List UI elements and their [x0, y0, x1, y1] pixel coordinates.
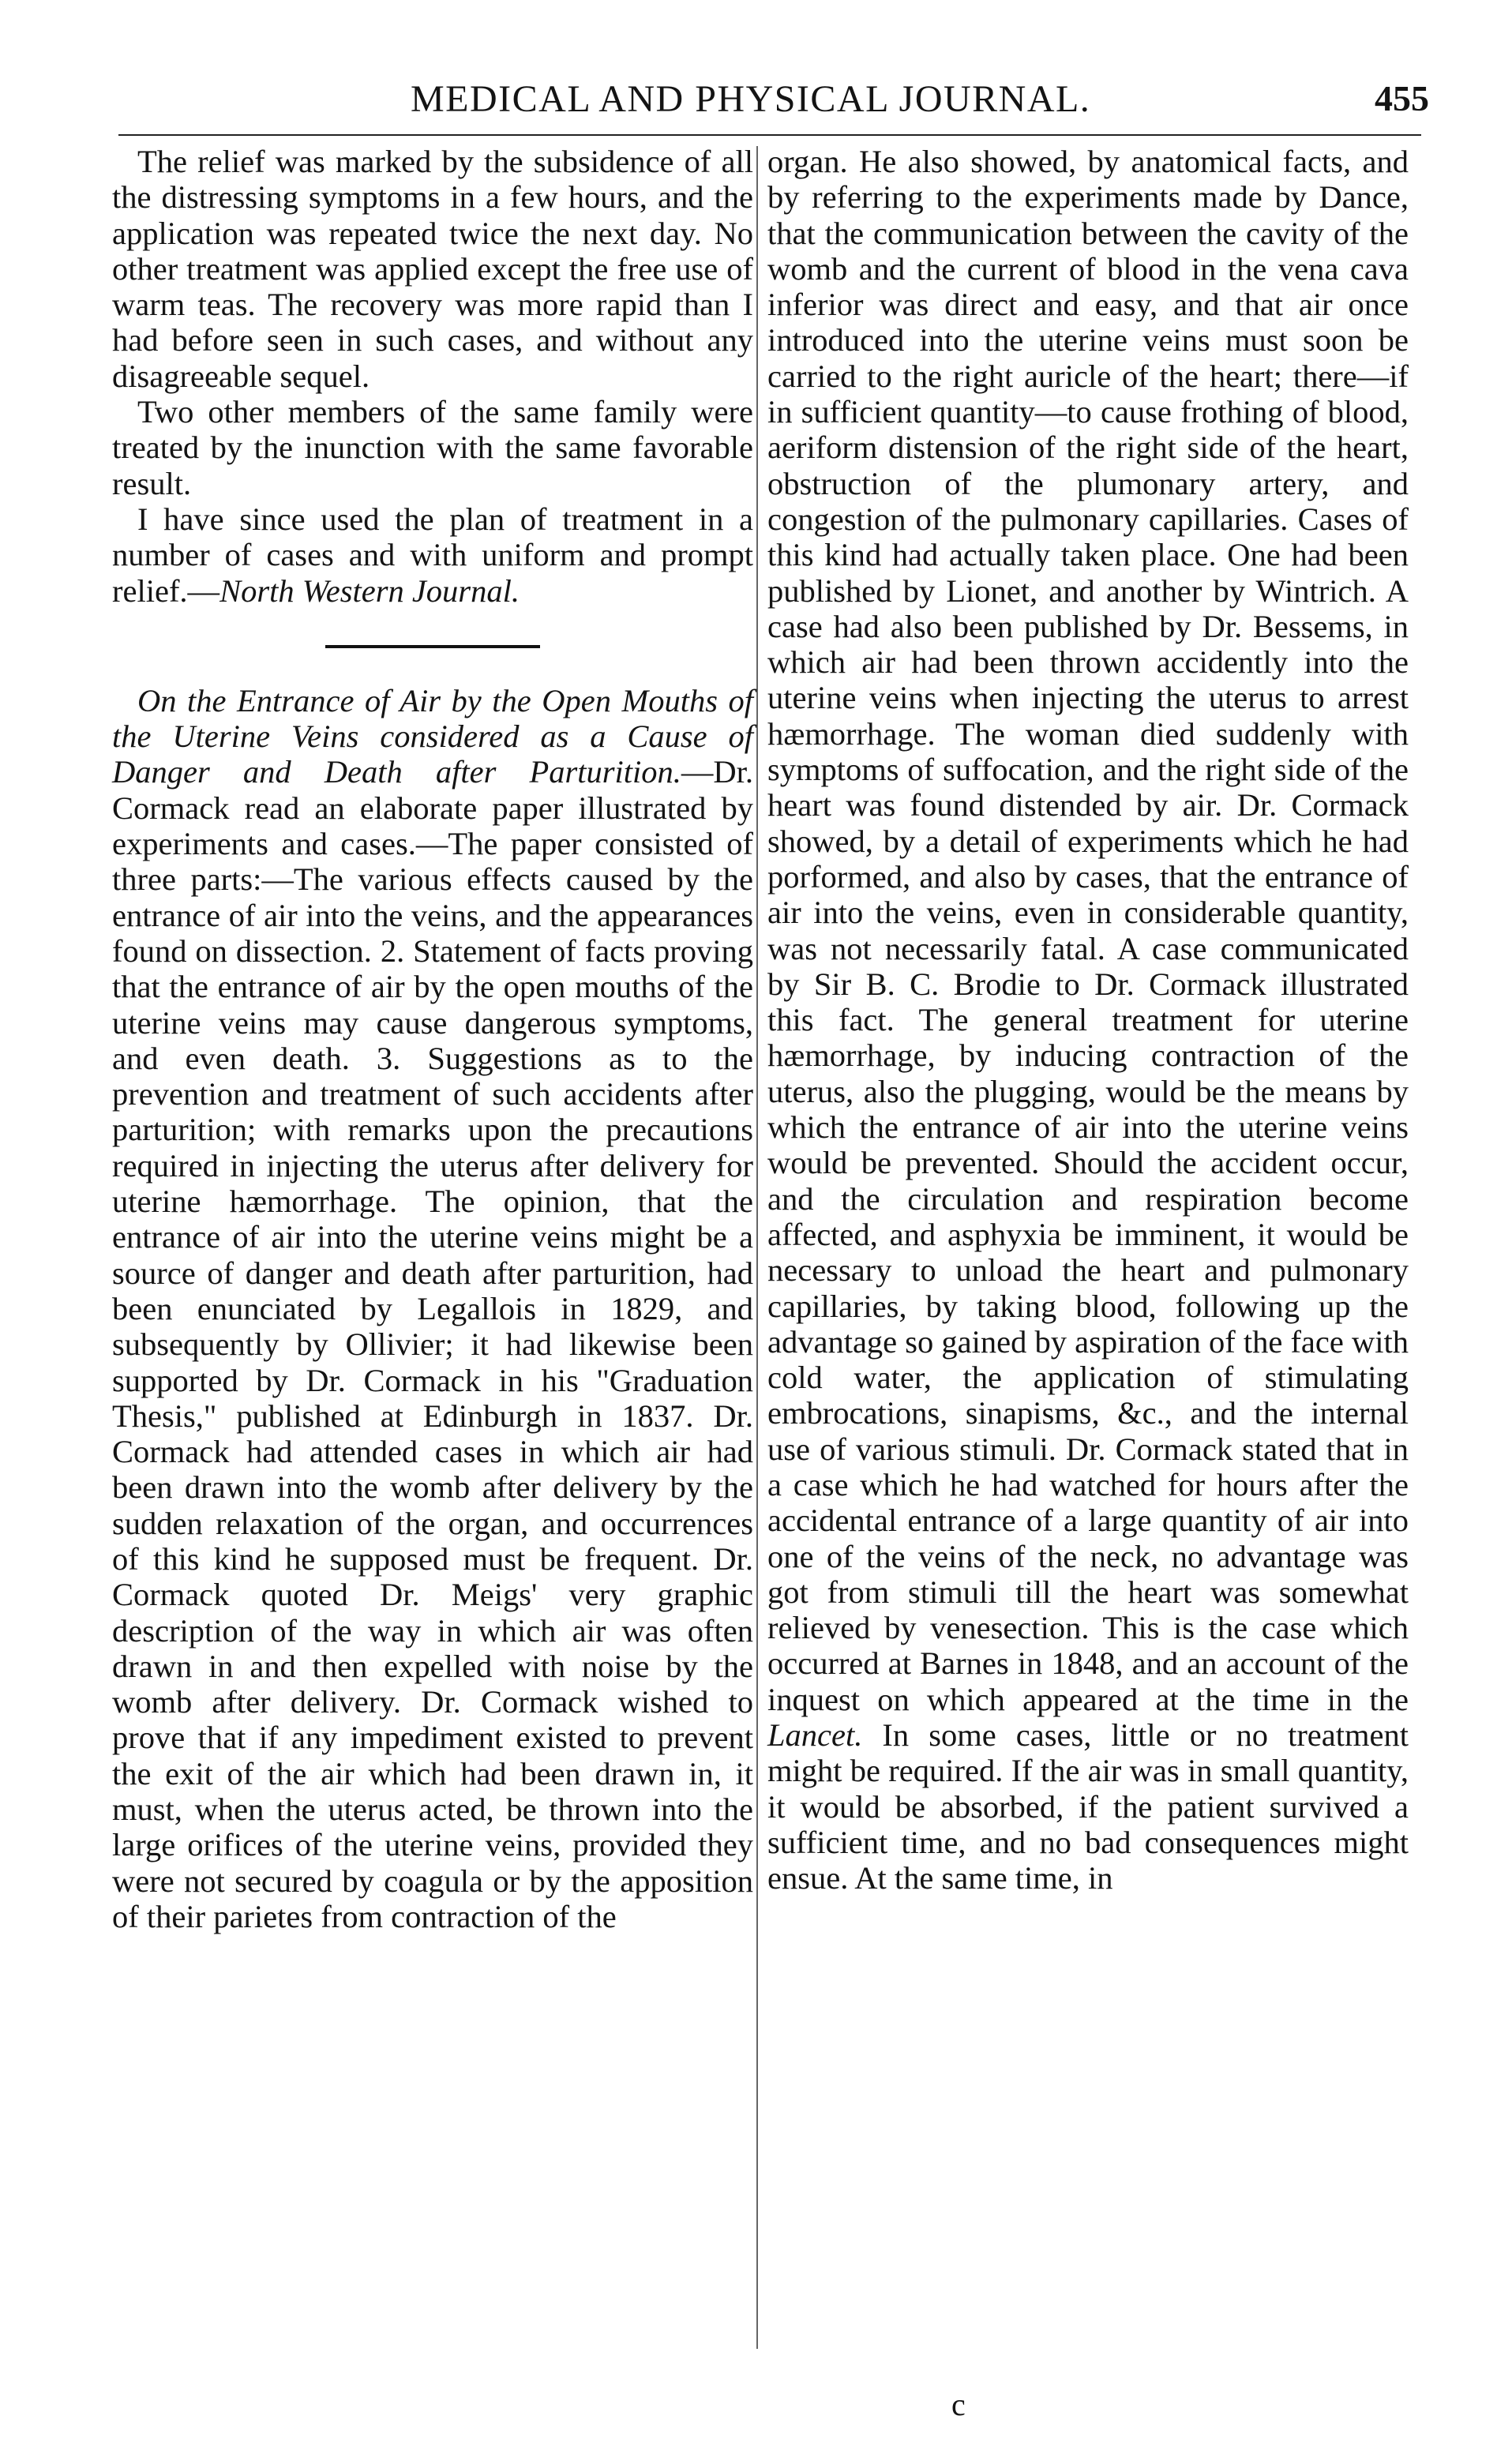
article-title: On the Entrance of Air by the Open Mouths of the Uterine Veins considered as a Cause of Danger and Death after Parturition.	[112, 682, 753, 790]
paragraph-family: Two other members of the same family were treated by the inunction with the same favorable result.	[112, 394, 753, 501]
source-citation: North Western Journal.	[219, 572, 520, 609]
lancet-reference: Lancet.	[767, 1717, 863, 1754]
right-column	[767, 144, 1409, 1896]
signature-mark: c	[951, 2387, 966, 2422]
continuation-paragraph	[767, 144, 1409, 1896]
continuation-text-end: In some cases, little or no treatment might be required. If the air was in small quantity, it would be absorbed, if the patient survived a sufficient time, and no bad consequences might ensue. At the same time, in	[767, 1717, 1409, 1896]
column-divider	[756, 146, 758, 2349]
continuation-text: organ. He also showed, by anatomical facts, and by referring to the experiments made by Dance, that the communication between the cavity of the womb and the current of blood in the vena cava inferior was direct and easy, and that air once introduced into the uterine veins must soon be carried to the right auricle of the heart; there—if in sufficient quantity—to cause frothing of blood, aeriform distension of the right side of the heart, obstruction of the plumonary artery, and congestion of the pulmonary capillaries. Cases of this kind had actually taken place. One had been published by Lionet, and another by Wintrich. A case had also been published by Dr. Bessems, in which air had been thrown accidently into the uterine veins when injecting the uterus to arrest hæmorrhage. The woman died suddenly with symptoms of suffocation, and the right side of the heart was found distended by air. Dr. Cormack showed, by a detail of experiments which he had porformed, and also by cases, that the entrance of air into the veins, even in considerable quantity, was not necessarily fatal. A case communicated by Sir B. C. Brodie to Dr. Cormack illustrated this fact. The general treatment for uterine hæmorrhage, by inducing contraction of the uterus, also the plugging, would be the means by which the entrance of air into the uterine veins would be prevented. Should the accident occur, and the circulation and respiration become affected, and asphyxia be imminent, it would be necessary to unload the heart and pulmonary capillaries, by taking blood, following up the advantage so gained by aspiration of the face with cold water, the application of stimulating embrocations, sinapisms, &c., and the internal use of various stimuli. Dr. Cormack stated that in a case which he had watched for hours after the accidental entrance of a large quantity of air into one of the veins of the neck, no advantage was got from stimuli till the heart was somewhat relieved by venesection. This is the case which occurred at Barnes in 1848, and an account of the inquest on which appeared at the time in the	[767, 144, 1409, 1717]
paragraph-since-text: I have since used the plan of treatment in a number of cases and with uniform and prompt relief.—	[112, 501, 753, 609]
paragraph-relief: The relief was marked by the subsidence of all the distressing symptoms in a few hours, and the application was repeated twice the next day. No other treatment was applied except the free use of warm teas. The recovery was more rapid than I had before seen in such cases, and without any disagreeable sequel.	[112, 144, 753, 394]
paragraph-since	[112, 501, 753, 609]
left-column	[112, 144, 753, 1934]
header-rule	[118, 134, 1421, 136]
article-body: —Dr. Cormack read an elaborate paper illustrated by experiments and cases.—The paper consisted of three parts:—The various effects caused by the entrance of air into the veins, and the appearances found on dissection. 2. Statement of facts proving that the entrance of air by the open mouths of the uterine veins may cause dangerous symptoms, and even death. 3. Suggestions as to the prevention and treatment of such accidents after parturition; with remarks upon the precautions required in injecting the uterus after delivery for uterine hæmorrhage. The opinion, that the entrance of air into the uterine veins might be a source of danger and death after parturition, had been enunciated by Legallois in 1829, and subsequently by Ollivier; it had likewise been supported by Dr. Cormack in his "Graduation Thesis," published at Edinburgh in 1837. Dr. Cormack had attended cases in which air had been drawn into the womb after delivery by the sudden relaxation of the organ, and occurrences of this kind he supposed must be frequent. Dr. Cormack quoted Dr. Meigs' very graphic description of the way in which air was often drawn in and then expelled with noise by the womb after delivery. Dr. Cormack wished to prove that if any impediment existed to prevent the exit of the air which had been drawn in, it must, when the uterus acted, be thrown into the large orifices of the uterine veins, provided they were not secured by coagula or by the apposition of their parietes from contraction of the	[112, 754, 753, 1934]
section-separator	[325, 645, 540, 648]
page-number: 455	[1375, 78, 1429, 118]
running-head: MEDICAL AND PHYSICAL JOURNAL.	[411, 78, 1091, 120]
page-header	[111, 77, 1429, 125]
article-paragraph	[112, 683, 753, 1934]
